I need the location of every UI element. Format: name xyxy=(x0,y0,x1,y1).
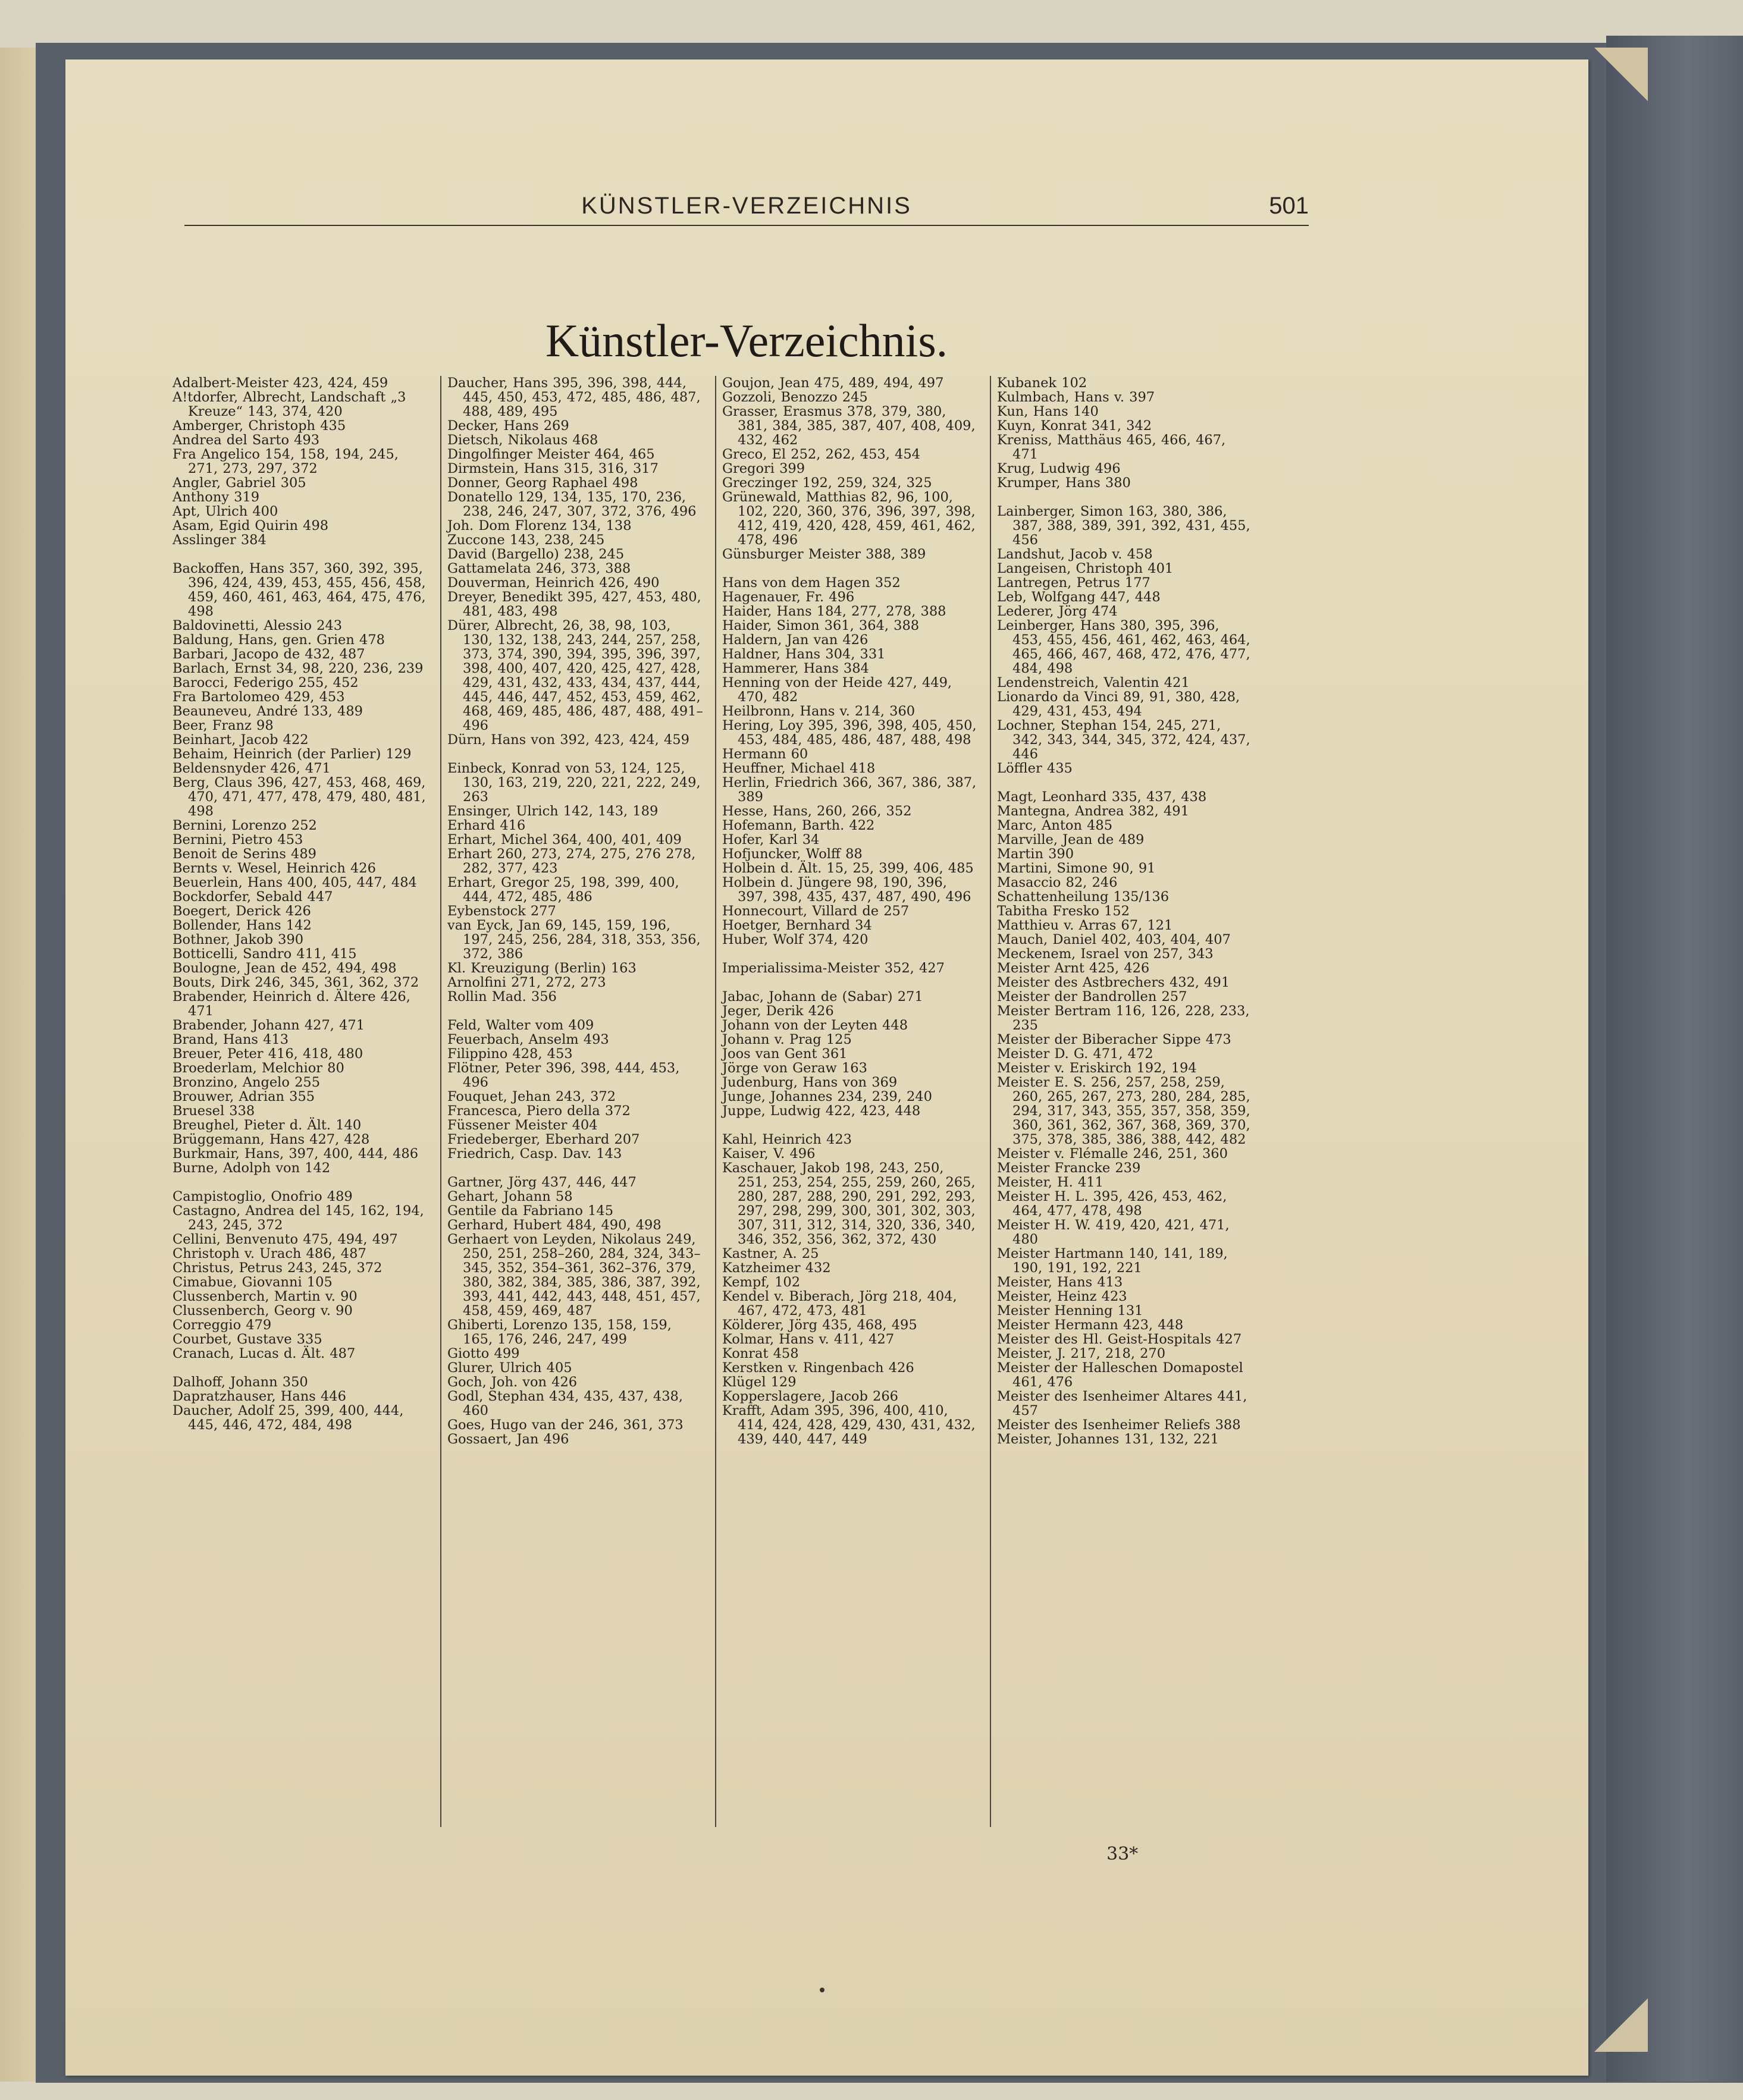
letter-group xyxy=(447,761,703,1004)
index-entry: Hofemann, Barth. 422 xyxy=(722,818,875,833)
index-entry: Greczinger 192, 259, 324, 325 xyxy=(722,475,932,491)
index-entry: Filippino 428, 453 xyxy=(447,1046,573,1062)
index-column-3 xyxy=(722,376,978,1461)
index-entry: Kreniss, Matthäus 465, 466, 467, 471 xyxy=(997,432,1226,462)
index-entry: Heuffner, Michael 418 xyxy=(722,761,876,776)
index-entry: Flötner, Peter 396, 398, 444, 453, 496 xyxy=(447,1060,680,1090)
index-entry: Hermann 60 xyxy=(722,746,808,762)
index-entry: Fra Bartolomeo 429, 453 xyxy=(173,689,345,705)
index-entry: Burne, Adolph von 142 xyxy=(173,1160,331,1176)
running-header xyxy=(184,192,1309,226)
index-entry: Bruesel 338 xyxy=(173,1103,255,1119)
index-entry: Kubanek 102 xyxy=(997,375,1087,391)
index-entry: Bollender, Hans 142 xyxy=(173,918,312,933)
index-column-4 xyxy=(997,376,1253,1461)
index-entry: Feld, Walter vom 409 xyxy=(447,1018,594,1033)
index-entry: A!tdorfer, Albrecht, Landschaft „3 Kreuze“ 143, 374, 420 xyxy=(173,390,406,419)
index-entry: Imperialissima-Meister 352, 427 xyxy=(722,960,945,976)
running-header-title: KÜNSTLER-VERZEICHNIS xyxy=(581,193,912,219)
index-entry: Goujon, Jean 475, 489, 494, 497 xyxy=(722,375,944,391)
index-entry: Brouwer, Adrian 355 xyxy=(173,1089,315,1104)
index-entry: Haldner, Hans 304, 331 xyxy=(722,646,886,662)
index-entry: Friedeberger, Eberhard 207 xyxy=(447,1132,640,1147)
index-entry: Douverman, Heinrich 426, 490 xyxy=(447,575,660,591)
index-entry: Magt, Leonhard 335, 437, 438 xyxy=(997,789,1207,805)
index-entry: Castagno, Andrea del 145, 162, 194, 243, 245, 372 xyxy=(173,1203,424,1233)
index-entry: Breughel, Pieter d. Ält. 140 xyxy=(173,1118,362,1133)
letter-group xyxy=(173,561,428,1175)
index-entry: Amberger, Christoph 435 xyxy=(173,418,346,434)
letter-group xyxy=(173,1189,428,1361)
column-divider xyxy=(990,376,991,1827)
index-entry: Martin 390 xyxy=(997,846,1074,862)
index-entry: Clussenberch, Martin v. 90 xyxy=(173,1289,358,1304)
index-entry: Brabender, Johann 427, 471 xyxy=(173,1018,365,1033)
index-entry: Fra Angelico 154, 158, 194, 245, 271, 273, 297, 372 xyxy=(173,447,399,476)
index-entry: Beuerlein, Hans 400, 405, 447, 484 xyxy=(173,875,417,890)
letter-group xyxy=(997,504,1253,776)
index-entry: Bothner, Jakob 390 xyxy=(173,932,304,947)
index-entry: Burkmair, Hans, 397, 400, 444, 486 xyxy=(173,1146,419,1162)
index-entry: Goes, Hugo van der 246, 361, 373 xyxy=(447,1417,684,1433)
letter-group xyxy=(173,1375,428,1432)
index-entry: Holbein d. Jüngere 98, 190, 396, 397, 398, 435, 437, 487, 490, 496 xyxy=(722,875,971,905)
index-entry: Meister der Bandrollen 257 xyxy=(997,989,1187,1005)
index-entry: Christus, Petrus 243, 245, 372 xyxy=(173,1260,383,1276)
column-divider xyxy=(440,376,441,1827)
index-entry: Kaiser, V. 496 xyxy=(722,1146,816,1162)
index-entry: Kopperslagere, Jacob 266 xyxy=(722,1389,898,1404)
index-entry: Kahl, Heinrich 423 xyxy=(722,1132,852,1147)
index-entry: Dürn, Hans von 392, 423, 424, 459 xyxy=(447,732,689,748)
index-entry: Brabender, Heinrich d. Ältere 426, 471 xyxy=(173,989,410,1019)
index-entry: Kolmar, Hans v. 411, 427 xyxy=(722,1332,895,1347)
index-entry: Johann v. Prag 125 xyxy=(722,1032,852,1047)
index-entry: Bockdorfer, Sebald 447 xyxy=(173,889,333,905)
index-entry: Dreyer, Benedikt 395, 427, 453, 480, 481, 483, 498 xyxy=(447,589,701,619)
index-entry: Beauneveu, André 133, 489 xyxy=(173,704,363,719)
index-entry: Lederer, Jörg 474 xyxy=(997,604,1118,619)
index-entry: Andrea del Sarto 493 xyxy=(173,432,320,448)
index-entry: Grünewald, Matthias 82, 96, 100, 102, 220, 360, 376, 396, 397, 398, 412, 419, 420, 428, 459, 461, 462, 478, 496 xyxy=(722,489,976,548)
index-entry: Junge, Johannes 234, 239, 240 xyxy=(722,1089,932,1104)
index-entry: Kempf, 102 xyxy=(722,1275,801,1290)
index-entry: Daucher, Adolf 25, 399, 400, 444, 445, 446, 472, 484, 498 xyxy=(173,1403,404,1433)
index-entry: Marc, Anton 485 xyxy=(997,818,1113,833)
index-entry: Campistoglio, Onofrio 489 xyxy=(173,1189,353,1204)
index-entry: Adalbert-Meister 423, 424, 459 xyxy=(173,375,388,391)
index-entry: Huber, Wolf 374, 420 xyxy=(722,932,869,947)
index-entry: Dingolfinger Meister 464, 465 xyxy=(447,447,655,462)
index-entry: Bernini, Lorenzo 252 xyxy=(173,818,317,833)
index-entry: Füssener Meister 404 xyxy=(447,1118,598,1133)
index-entry: Meister, Heinz 423 xyxy=(997,1289,1127,1304)
index-entry: Gartner, Jörg 437, 446, 447 xyxy=(447,1175,637,1190)
index-entry: Konrat 458 xyxy=(722,1346,799,1361)
index-entry: Dirmstein, Hans 315, 316, 317 xyxy=(447,461,659,476)
index-entry: Meister, Johannes 131, 132, 221 xyxy=(997,1432,1219,1447)
index-entry: Brand, Hans 413 xyxy=(173,1032,289,1047)
printing-dot xyxy=(820,1988,825,1992)
page-number: 501 xyxy=(1269,193,1309,219)
letter-group xyxy=(447,1018,703,1161)
index-entry: Lantregen, Petrus 177 xyxy=(997,575,1150,591)
index-entry: Meister Bertram 116, 126, 228, 233, 235 xyxy=(997,1003,1250,1033)
index-entry: Meister H. W. 419, 420, 421, 471, 480 xyxy=(997,1217,1230,1247)
index-entry: Kulmbach, Hans v. 397 xyxy=(997,390,1155,405)
index-entry: Honnecourt, Villard de 257 xyxy=(722,903,910,919)
book-spine-edge xyxy=(1606,36,1743,2082)
index-entry: Hammerer, Hans 384 xyxy=(722,661,869,676)
index-entry: Holbein d. Ält. 15, 25, 399, 406, 485 xyxy=(722,861,974,876)
index-entry: Asam, Egid Quirin 498 xyxy=(173,518,329,533)
index-entry: Behaim, Heinrich (der Parlier) 129 xyxy=(173,746,412,762)
index-entry: Schattenheilung 135/136 xyxy=(997,889,1170,905)
index-entry: Haldern, Jan van 426 xyxy=(722,632,869,648)
index-entry: Berg, Claus 396, 427, 453, 468, 469, 470, 471, 477, 478, 479, 480, 481, 498 xyxy=(173,775,426,819)
index-entry: Kaschauer, Jakob 198, 243, 250, 251, 253, 254, 255, 259, 260, 265, 280, 287, 288, 290, 291, 292, 293, 297, 298, 299, 300, 301, 302, 303, 307, 311, 312, 314, 320, 336, 340, 346, 352, 356, 362, 372, 430 xyxy=(722,1160,976,1247)
index-entry: Jabac, Johann de (Sabar) 271 xyxy=(722,989,923,1005)
index-column-1 xyxy=(173,376,428,1446)
index-entry: Feuerbach, Anselm 493 xyxy=(447,1032,609,1047)
index-entry: Meister des Astbrechers 432, 491 xyxy=(997,975,1230,990)
index-entry: Martini, Simone 90, 91 xyxy=(997,861,1156,876)
index-entry: Glurer, Ulrich 405 xyxy=(447,1360,572,1376)
index-entry: Bernts v. Wesel, Heinrich 426 xyxy=(173,861,376,876)
index-entry: Dürer, Albrecht, 26, 38, 98, 103, 130, 132, 138, 243, 244, 257, 258, 373, 374, 390, 394, 395, 396, 397, 398, 400, 407, 420, 425, 427, 428, 429, 431, 432, 433, 434, 437, 444, 445, 446, 447, 452, 453, 459, 462, 468, 469, 485, 486, 487, 488, 491–496 xyxy=(447,618,703,733)
index-entry: Decker, Hans 269 xyxy=(447,418,569,434)
letter-group xyxy=(722,1132,978,1446)
index-entry: Apt, Ulrich 400 xyxy=(173,504,278,519)
index-entry: Meister, Hans 413 xyxy=(997,1275,1123,1290)
index-entry: Gerhard, Hubert 484, 490, 498 xyxy=(447,1217,662,1233)
index-entry: Lochner, Stephan 154, 245, 271, 342, 343, 344, 345, 372, 424, 437, 446 xyxy=(997,718,1250,762)
index-entry: Brüggemann, Hans 427, 428 xyxy=(173,1132,370,1147)
index-entry: Jörge von Geraw 163 xyxy=(722,1060,867,1076)
index-entry: Hering, Loy 395, 396, 398, 405, 450, 453, 484, 485, 486, 487, 488, 498 xyxy=(722,718,977,748)
index-entry: Kendel v. Biberach, Jörg 218, 404, 467, 472, 473, 481 xyxy=(722,1289,957,1319)
index-entry: Barbari, Jacopo de 432, 487 xyxy=(173,646,365,662)
index-entry: Krafft, Adam 395, 396, 400, 410, 414, 424, 428, 429, 430, 431, 432, 439, 440, 447, 449 xyxy=(722,1403,976,1447)
index-entry: Kölderer, Jörg 435, 468, 495 xyxy=(722,1317,917,1333)
index-entry: Daucher, Hans 395, 396, 398, 444, 445, 450, 453, 472, 485, 486, 487, 488, 489, 495 xyxy=(447,375,701,419)
index-entry: Meister des Hl. Geist-Hospitals 427 xyxy=(997,1332,1242,1347)
index-entry: Meister Arnt 425, 426 xyxy=(997,960,1150,976)
index-entry: Francesca, Piero della 372 xyxy=(447,1103,631,1119)
index-entry: Botticelli, Sandro 411, 415 xyxy=(173,946,357,962)
index-entry: Hesse, Hans, 260, 266, 352 xyxy=(722,803,912,819)
index-entry: Tabitha Fresko 152 xyxy=(997,903,1130,919)
index-entry: Meister des Isenheimer Reliefs 388 xyxy=(997,1417,1241,1433)
index-entry: Rollin Mad. 356 xyxy=(447,989,557,1005)
letter-group xyxy=(447,1175,703,1446)
index-entry: Donner, Georg Raphael 498 xyxy=(447,475,638,491)
index-entry: Gerhaert von Leyden, Nikolaus 249, 250, 251, 258–260, 284, 324, 343–345, 352, 354–361, 362–376, 379, 380, 382, 384, 385, 386, 387, 392, 393, 441, 442, 443, 448, 451, 457, 458, 459, 469, 487 xyxy=(447,1232,701,1319)
index-title: Künstler-Verzeichnis. xyxy=(545,315,948,366)
index-entry: Zuccone 143, 238, 245 xyxy=(447,532,605,548)
index-entry: Angler, Gabriel 305 xyxy=(173,475,306,491)
index-entry: Lendenstreich, Valentin 421 xyxy=(997,675,1190,690)
index-entry: Mauch, Daniel 402, 403, 404, 407 xyxy=(997,932,1231,947)
index-entry: Meister, H. 411 xyxy=(997,1175,1104,1190)
index-entry: Cranach, Lucas d. Ält. 487 xyxy=(173,1346,356,1361)
index-entry: Meister der Biberacher Sippe 473 xyxy=(997,1032,1231,1047)
column-divider xyxy=(715,376,716,1827)
index-entry: Beinhart, Jacob 422 xyxy=(173,732,309,748)
index-entry: Meister v. Flémalle 246, 251, 360 xyxy=(997,1146,1228,1162)
index-entry: Meister Hermann 423, 448 xyxy=(997,1317,1184,1333)
index-entry: Meister Hartmann 140, 141, 189, 190, 191, 192, 221 xyxy=(997,1246,1228,1276)
index-entry: Bronzino, Angelo 255 xyxy=(173,1075,321,1090)
index-entry: Arnolfini 271, 272, 273 xyxy=(447,975,606,990)
index-entry: Landshut, Jacob v. 458 xyxy=(997,547,1153,562)
index-entry: Boulogne, Jean de 452, 494, 498 xyxy=(173,960,397,976)
index-entry: Donatello 129, 134, 135, 170, 236, 238, 246, 247, 307, 372, 376, 496 xyxy=(447,489,697,519)
index-entry: Hans von dem Hagen 352 xyxy=(722,575,901,591)
index-entry: Jeger, Derik 426 xyxy=(722,1003,834,1019)
index-entry: Fouquet, Jehan 243, 372 xyxy=(447,1089,616,1104)
index-entry: Christoph v. Urach 486, 487 xyxy=(173,1246,366,1261)
index-entry: Boegert, Derick 426 xyxy=(173,903,311,919)
index-entry: Gattamelata 246, 373, 388 xyxy=(447,561,631,576)
index-entry: Langeisen, Christoph 401 xyxy=(997,561,1174,576)
index-entry: Hofjuncker, Wolff 88 xyxy=(722,846,863,862)
index-entry: Erhart 260, 273, 274, 275, 276 278, 282, 377, 423 xyxy=(447,846,696,876)
index-entry: Meister v. Eriskirch 192, 194 xyxy=(997,1060,1197,1076)
index-entry: Gentile da Fabriano 145 xyxy=(447,1203,614,1219)
letter-group xyxy=(447,376,703,747)
index-entry: Meister, J. 217, 218, 270 xyxy=(997,1346,1166,1361)
index-entry: Leinberger, Hans 380, 395, 396, 453, 455, 456, 461, 462, 463, 464, 465, 466, 467, 468, 472, 476, 477, 484, 498 xyxy=(997,618,1250,676)
index-entry: Lainberger, Simon 163, 380, 386, 387, 388, 389, 391, 392, 431, 455, 456 xyxy=(997,504,1250,548)
index-entry: Giotto 499 xyxy=(447,1346,520,1361)
index-entry: Meister H. L. 395, 426, 453, 462, 464, 477, 478, 498 xyxy=(997,1189,1227,1219)
index-entry: Erhart, Michel 364, 400, 401, 409 xyxy=(447,832,682,847)
index-entry: Bernini, Pietro 453 xyxy=(173,832,303,847)
letter-group xyxy=(722,990,978,1118)
index-entry: Gossaert, Jan 496 xyxy=(447,1432,569,1447)
index-entry: Marville, Jean de 489 xyxy=(997,832,1145,847)
index-entry: Meister des Isenheimer Altares 441, 457 xyxy=(997,1389,1247,1418)
index-entry: Meckenem, Israel von 257, 343 xyxy=(997,946,1214,962)
index-entry: Joos van Gent 361 xyxy=(722,1046,848,1062)
index-entry: Barlach, Ernst 34, 98, 220, 236, 239 xyxy=(173,661,424,676)
index-entry: Hoetger, Bernhard 34 xyxy=(722,918,872,933)
index-entry: Courbet, Gustave 335 xyxy=(173,1332,322,1347)
index-entry: Ghiberti, Lorenzo 135, 158, 159, 165, 176, 246, 247, 499 xyxy=(447,1317,672,1347)
index-entry: Correggio 479 xyxy=(173,1317,272,1333)
letter-group xyxy=(722,961,978,975)
index-entry: Anthony 319 xyxy=(173,489,260,505)
index-entry: Erhard 416 xyxy=(447,818,526,833)
index-entry: Henning von der Heide 427, 449, 470, 482 xyxy=(722,675,952,705)
index-entry: Haider, Simon 361, 364, 388 xyxy=(722,618,920,633)
index-entry: Meister D. G. 471, 472 xyxy=(997,1046,1153,1062)
letter-group xyxy=(997,376,1253,490)
index-entry: Meister Henning 131 xyxy=(997,1303,1143,1319)
index-column-2 xyxy=(447,376,703,1461)
index-entry: Masaccio 82, 246 xyxy=(997,875,1118,890)
index-entry: Krug, Ludwig 496 xyxy=(997,461,1121,476)
index-entry: Broederlam, Melchior 80 xyxy=(173,1060,344,1076)
index-entry: Matthieu v. Arras 67, 121 xyxy=(997,918,1173,933)
index-entry: Goch, Joh. von 426 xyxy=(447,1374,578,1390)
index-entry: Baldung, Hans, gen. Grien 478 xyxy=(173,632,385,648)
index-entry: Grasser, Erasmus 378, 379, 380, 381, 384, 385, 387, 407, 408, 409, 432, 462 xyxy=(722,404,976,448)
index-entry: Mantegna, Andrea 382, 491 xyxy=(997,803,1189,819)
index-entry: Asslinger 384 xyxy=(173,532,267,548)
index-entry: Joh. Dom Florenz 134, 138 xyxy=(447,518,632,533)
index-entry: Kun, Hans 140 xyxy=(997,404,1099,419)
index-entry: Haider, Hans 184, 277, 278, 388 xyxy=(722,604,946,619)
index-entry: Katzheimer 432 xyxy=(722,1260,831,1276)
index-entry: Breuer, Peter 416, 418, 480 xyxy=(173,1046,363,1062)
index-entry: Günsburger Meister 388, 389 xyxy=(722,547,926,562)
index-entry: Krumper, Hans 380 xyxy=(997,475,1131,491)
index-entry: Godl, Stephan 434, 435, 437, 438, 460 xyxy=(447,1389,683,1418)
letter-group xyxy=(722,376,978,561)
index-entry: Lionardo da Vinci 89, 91, 380, 428, 429, 431, 453, 494 xyxy=(997,689,1240,719)
index-entry: Gozzoli, Benozzo 245 xyxy=(722,390,868,405)
index-entry: Hagenauer, Fr. 496 xyxy=(722,589,855,605)
index-entry: Clussenberch, Georg v. 90 xyxy=(173,1303,353,1319)
index-entry: Kerstken v. Ringenbach 426 xyxy=(722,1360,914,1376)
photo-corner-bottom-right xyxy=(1594,1998,1648,2052)
index-entry: Einbeck, Konrad von 53, 124, 125, 130, 163, 219, 220, 221, 222, 249, 263 xyxy=(447,761,701,805)
index-entry: Kuyn, Konrat 341, 342 xyxy=(997,418,1152,434)
index-entry: Klügel 129 xyxy=(722,1374,797,1390)
index-entry: David (Bargello) 238, 245 xyxy=(447,547,625,562)
index-entry: Gehart, Johann 58 xyxy=(447,1189,573,1204)
index-entry: Benoit de Serins 489 xyxy=(173,846,316,862)
letter-group xyxy=(722,576,978,947)
index-entry: Baldovinetti, Alessio 243 xyxy=(173,618,343,633)
index-entry: Leb, Wolfgang 447, 448 xyxy=(997,589,1161,605)
letter-group xyxy=(173,376,428,547)
index-entry: Cellini, Benvenuto 475, 494, 497 xyxy=(173,1232,398,1247)
index-entry: Backoffen, Hans 357, 360, 392, 395, 396, 424, 439, 453, 455, 456, 458, 459, 460, 461, 463, 464, 475, 476, 498 xyxy=(173,561,426,619)
index-entry: Barocci, Federigo 255, 452 xyxy=(173,675,359,690)
index-entry: Beldensnyder 426, 471 xyxy=(173,761,331,776)
photo-corner-top-right xyxy=(1594,48,1648,101)
index-entry: Herlin, Friedrich 366, 367, 386, 387, 389 xyxy=(722,775,977,805)
index-entry: Hofer, Karl 34 xyxy=(722,832,820,847)
index-entry: Meister der Halleschen Domapostel 461, 476 xyxy=(997,1360,1243,1390)
index-entry: Dapratzhauser, Hans 446 xyxy=(173,1389,346,1404)
index-entry: Bouts, Dirk 246, 345, 361, 362, 372 xyxy=(173,975,419,990)
index-entry: Kl. Kreuzigung (Berlin) 163 xyxy=(447,960,637,976)
letter-group xyxy=(997,790,1253,1446)
index-entry: Gregori 399 xyxy=(722,461,805,476)
index-entry: Löffler 435 xyxy=(997,761,1073,776)
index-entry: Dietsch, Nikolaus 468 xyxy=(447,432,598,448)
index-entry: Kastner, A. 25 xyxy=(722,1246,819,1261)
sheet-signature: 33* xyxy=(1106,1844,1139,1864)
index-entry: Eybenstock 277 xyxy=(447,903,556,919)
index-entry: van Eyck, Jan 69, 145, 159, 196, 197, 245, 256, 284, 318, 353, 356, 372, 386 xyxy=(447,918,701,962)
index-entry: Judenburg, Hans von 369 xyxy=(722,1075,898,1090)
index-entry: Dalhoff, Johann 350 xyxy=(173,1374,308,1390)
index-entry: Beer, Franz 98 xyxy=(173,718,274,733)
index-entry: Ensinger, Ulrich 142, 143, 189 xyxy=(447,803,659,819)
index-entry: Friedrich, Casp. Dav. 143 xyxy=(447,1146,622,1162)
index-entry: Juppe, Ludwig 422, 423, 448 xyxy=(722,1103,921,1119)
index-entry: Cimabue, Giovanni 105 xyxy=(173,1275,333,1290)
index-entry: Meister Francke 239 xyxy=(997,1160,1141,1176)
index-entry: Heilbronn, Hans v. 214, 360 xyxy=(722,704,916,719)
index-entry: Erhart, Gregor 25, 198, 399, 400, 444, 472, 485, 486 xyxy=(447,875,679,905)
index-entry: Johann von der Leyten 448 xyxy=(722,1018,908,1033)
index-entry: Greco, El 252, 262, 453, 454 xyxy=(722,447,920,462)
index-entry: Meister E. S. 256, 257, 258, 259, 260, 265, 267, 273, 280, 284, 285, 294, 317, 343, 355, 357, 358, 359, 360, 361, 362, 367, 368, 369, 370, 375, 378, 385, 386, 388, 442, 482 xyxy=(997,1075,1250,1147)
